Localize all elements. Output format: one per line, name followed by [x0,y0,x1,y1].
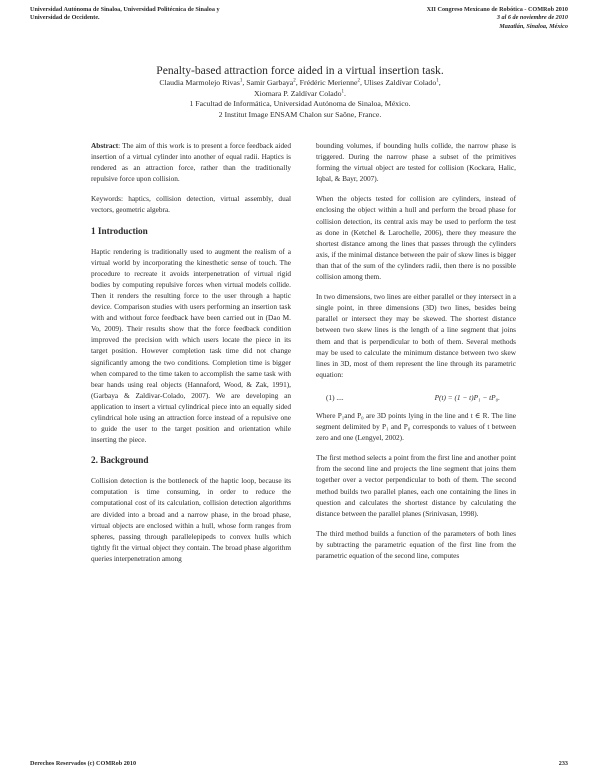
author-name: Ulises Zaldívar Colado [363,78,437,87]
affiliation-2: 2 Institut Image ENSAM Chalon sur Saône, France. [218,109,382,119]
right-column [316,140,516,570]
equation-body: P(t) = (1 − t)P₁ − tP₀. [434,392,500,402]
abstract-label: Abstract [91,141,119,150]
affiliation-1: 1 Facultad de Informática, Universidad Autónoma de Sinaloa, México. [189,99,411,109]
equation-1 [316,389,516,403]
author-list: Claudia Marmolejo Rivas$^1$, Samir Garbaya$^2$, Frédéric Merienne$^2$, Ulises Zaldívar Colado$^1$, Xiomara P. Zaldívar Colado$^1$. [159,78,441,98]
body-paragraph: The first method selects a point from the first line and another point from the second line and projects the line segment that joins them together over a vector perpendicular to both of them. The second method builds two parallel planes, each one containing the lines in question and calculates the shortest distance by calculating the distance between the parallel planes (Srinivasan, 1998). [316,453,516,518]
author-affiliation-mark: 2 [357,78,360,84]
header-conference: XII Congreso Mexicano de Robótica - COMRob 2010 [426,6,568,13]
author-name: Samir Garbaya [246,78,294,87]
body-paragraph: In two dimensions, two lines are either parallel or they intersect in a single point, in three dimensions (3D) two lines, besides being parallel or intersect they may be skewed. The shortest distance between two skew lines is the length of a line segment that joins them and that is perpendicular to both of them. Several methods may be used to calculate the minimum distance between two skew lines in 3D, most of them represent the line through its parametric equation: [316,292,516,379]
header-institution-line1: Universidad Autónoma de Sinaloa, Universidad Politécnica de Sinaloa y [30,6,220,13]
header-institution-line2: Universidad de Occidente. [30,14,100,22]
left-column [91,140,291,573]
author-name: Claudia Marmolejo Rivas [159,78,240,87]
running-header-right [427,6,568,31]
running-header-left [30,6,310,23]
keywords: Keywords: haptics, collision detection, virtual assembly, dual vectors, geometric algebra. [91,194,291,215]
footer-copyright: Derechos Reservados (c) COMRob 2010 [30,760,137,767]
equation-number: (1) .... [326,392,344,402]
body-paragraph: When the objects tested for collision are cylinders, instead of enclosing the object within a hull and perform the broad phase for collision detection, its central axis may be used to perform the test as done in (Ketchel & Larochelle, 2006), there they measure the shortest distance among the lines that passes through the cylinders axis, if the minimal distance between the pair of skew lines is bigger than that of the sum of the cylinders radii, then there is no possible collision among them. [316,194,517,282]
body-paragraph: Where P₁and P₀ are 3D points lying in the line and t ∈ R. The line segment delimited by P₁ and P₀ corresponds to values of t between zero and one (Lengyel, 2002). [316,410,516,443]
author-affiliation-mark: 1 [341,89,345,94]
header-location: Mazatlán, Sinaloa, México [499,22,568,30]
body-paragraph: bounding volumes, if bounding hulls collide, the narrow phase is triggered. During the narrow phase a subset of the primitives forming the virtual object are tested for collision (Kockara, Halic, Iqbal, & Bayr, 2007). [316,141,516,184]
section-heading-introduction: 1 Introduction [91,225,148,236]
introduction-paragraph: Haptic rendering is traditionally used to augment the realism of a virtual world by incorporating the kinesthetic sense of touch. The procedure to recreate it avoids interpenetration of virtual rigid bodies by computing repulsive forces when virtual models collide. Then it renders the resulting force to the user through a haptic device. Comparison studies with users performing an insertion task with and without force feedback have been carried out in (Dao M. Vo, 2009). Their results show that the force feedback condition improved the precision with which users locate the piece in its target position. However completion task time did not change significantly among the two conditions. Completion time is bigger when compared to the time taken to accomplish the same task with bear hands using real objects (Hannaford, Wood, & Zak, 1991), (Garbaya & Zaldivar-Colado, 2007). We are developing an application to insert a virtual cylindrical piece into an equally sided cylindrical hole using an attraction force instead of a repulsive one to guide the user to the target position and orientation while inserting the piece. [91,246,291,445]
author-name: Frédéric Merienne [299,78,358,87]
author-affiliation-mark: 2 [293,78,296,84]
body-paragraph: The third method builds a function of the parameters of both lines by subtracting the parametric equation of the first line from the parametric equation of the second line, computes [316,528,516,560]
abstract-text: : The aim of this work is to present a force feedback aided insertion of a virtual cylinder into another of equal radii. Haptics is rendered as an attraction force, rather than the traditionally repulsive force upon collision. [91,141,291,184]
paper-title: Penalty-based attraction force aided in a virtual insertion task. [156,64,444,77]
section-heading-background: 2. Background [91,455,149,466]
page-number: 233 [558,760,568,767]
author-affiliation-mark: 1 [239,78,243,84]
author-affiliation-mark: 1 [436,78,439,84]
abstract [91,140,291,184]
title-block [0,64,600,120]
background-paragraph: Collision detection is the bottleneck of the haptic loop, because its computation is time consuming, in order to reduce the computational cost of its calculation, collision detection algorithms are divided into a broad and a narrow phase, in the broad phase, virtual objects are enclosed within a hull, whose form ranges from spheres, passing through parallelepipeds to convex hulls which tightly fit the virtual object they contain. The broad phase algorithm queries interpenetration among [91,476,291,563]
author-name: Xiomara P. Zaldívar Colado [254,88,342,98]
header-dates: 3 al 6 de noviembre de 2010 [496,14,568,22]
